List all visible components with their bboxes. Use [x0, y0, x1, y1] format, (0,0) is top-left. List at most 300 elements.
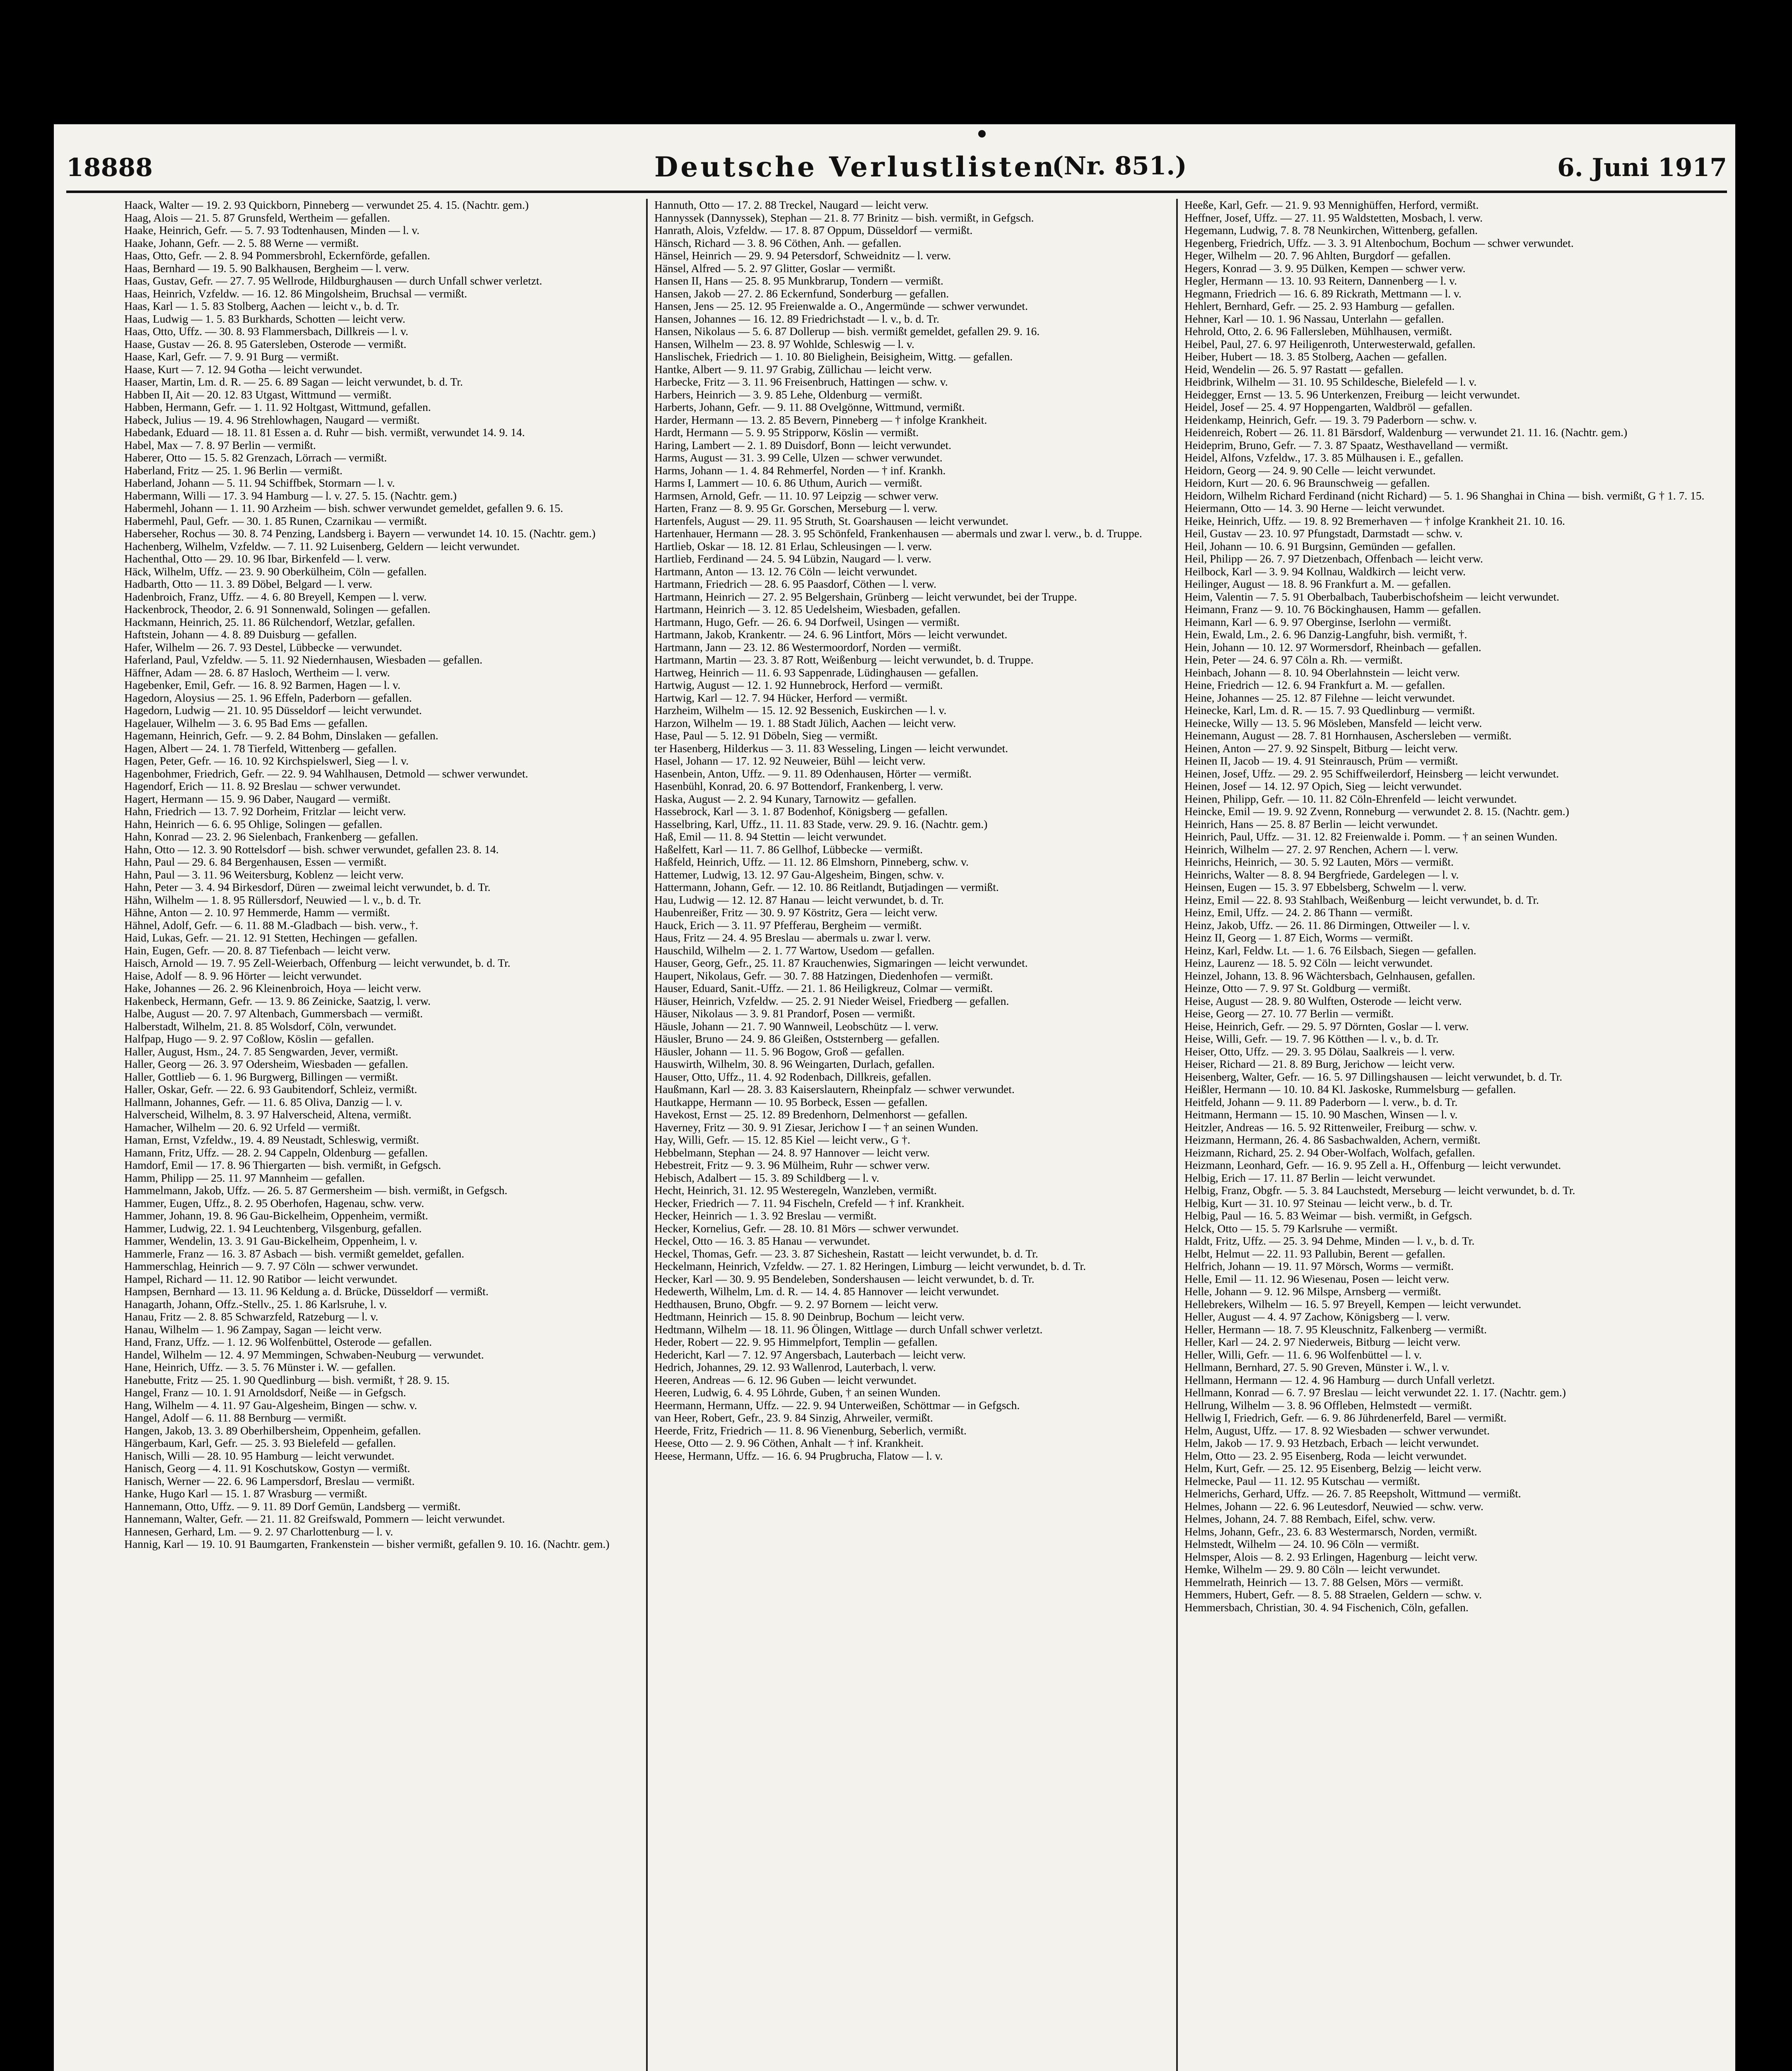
casualty-entry: Heidbrink, Wilhelm — 31. 10. 95 Schildesche, Bielefeld — l. v.	[1184, 376, 1477, 388]
casualty-entry: Harzon, Wilhelm — 19. 1. 88 Stadt Jülich, Aachen — leicht verw.	[654, 717, 956, 729]
casualty-entry: Heinzel, Johann, 13. 8. 96 Wächtersbach, Gelnhausen, gefallen.	[1184, 969, 1476, 982]
casualty-entry: Hamann, Fritz, Uffz. — 28. 2. 94 Cappeln, Oldenburg — gefallen.	[124, 1146, 428, 1159]
casualty-entry: Heidorn, Georg — 24. 9. 90 Celle — leicht verwundet.	[1184, 464, 1436, 477]
casualty-entry: Helbig, Erich — 17. 11. 87 Berlin — leicht verwundet.	[1184, 1171, 1436, 1184]
casualty-entry: Harten, Franz — 8. 9. 95 Gr. Gorschen, Merseburg — l. verw.	[654, 502, 938, 514]
casualty-entry: Haas, Ludwig — 1. 5. 83 Burkhards, Schotten — leicht verw.	[124, 312, 405, 325]
column-divider	[1176, 199, 1178, 2071]
casualty-entry: Hellmann, Hermann — 12. 4. 96 Hamburg — durch Unfall verletzt.	[1184, 1373, 1495, 1386]
casualty-entry: Halbe, August — 20. 7. 97 Altenbach, Gummersbach — vermißt.	[124, 1007, 423, 1020]
casualty-entry: Heidenreich, Robert — 26. 11. 81 Bärsdorf, Waldenburg — verwundet 21. 11. 16. (Nachtr. gem.)	[1184, 426, 1628, 439]
casualty-entry: Heitfeld, Johann — 9. 11. 89 Paderborn — l. verw., b. d. Tr.	[1184, 1096, 1458, 1108]
casualty-entry: Hansen, Johannes — 16. 12. 89 Friedrichstadt — l. v., b. d. Tr.	[654, 312, 939, 325]
casualty-entry: Heinecke, Willy — 13. 5. 96 Mösleben, Mansfeld — leicht verw.	[1184, 717, 1482, 729]
casualty-entry: Hagen, Albert — 24. 1. 78 Tierfeld, Wittenberg — gefallen.	[124, 742, 397, 755]
casualty-entry: Helck, Otto — 15. 5. 79 Karlsruhe — vermißt.	[1184, 1222, 1398, 1235]
casualty-entry: Haller, Georg — 26. 3. 97 Odersheim, Wiesbaden — gefallen.	[124, 1058, 408, 1070]
casualty-entry: Heisenberg, Walter, Gefr. — 16. 5. 97 Dillingshausen — leicht verwundet, b. d. Tr.	[1184, 1070, 1563, 1083]
casualty-entry: Hammer, Ludwig, 22. 1. 94 Leuchtenberg, Vilsgenburg, gefallen.	[124, 1222, 422, 1235]
casualty-entry: Hecker, Kornelius, Gefr. — 28. 10. 81 Mörs — schwer verwundet.	[654, 1222, 959, 1235]
casualty-entry: Heiser, Otto, Uffz. — 29. 3. 95 Dölau, Saalkreis — l. verw.	[1184, 1045, 1455, 1058]
casualty-entry: Hartmann, Anton — 13. 12. 76 Cöln — leicht verwundet.	[654, 565, 917, 578]
casualty-entry: Heller, Hermann — 18. 7. 95 Kleuschnitz, Falkenberg — vermißt.	[1184, 1323, 1487, 1336]
casualty-entry: Harms I, Lammert — 10. 6. 86 Uthum, Aurich — vermißt.	[654, 477, 922, 489]
casualty-entry: Heinrichs, Heinrich, — 30. 5. 92 Lauten, Mörs — vermißt.	[1184, 856, 1454, 868]
casualty-entry: Helms, Johann, Gefr., 23. 6. 83 Westermarsch, Norden, vermißt.	[1184, 1525, 1477, 1538]
casualty-entry: Heckel, Thomas, Gefr. — 23. 3. 87 Sicheshein, Rastatt — leicht verwundet, b. d. Tr.	[654, 1247, 1038, 1260]
casualty-entry: Hegemann, Ludwig, 7. 8. 78 Neunkirchen, Wittenberg, gefallen.	[1184, 224, 1478, 237]
casualty-entry: Hahn, Peter — 3. 4. 94 Birkesdorf, Düren — zweimal leicht verwundet, b. d. Tr.	[124, 881, 491, 893]
casualty-entry: Heinz, Emil, Uffz. — 24. 2. 86 Thann — vermißt.	[1184, 906, 1413, 919]
casualty-entry: Hanisch, Werner — 22. 6. 96 Lampersdorf, Breslau — vermißt.	[124, 1475, 415, 1487]
casualty-entry: Hanebutte, Fritz — 25. 1. 90 Quedlinburg — bish. vermißt, † 28. 9. 15.	[124, 1373, 450, 1386]
casualty-entry: Harder, Hermann — 13. 2. 85 Bevern, Pinneberg — † infolge Krankheit.	[654, 413, 987, 426]
casualty-entry: Hartwig, Karl — 12. 7. 94 Hücker, Herford — vermißt.	[654, 691, 908, 704]
casualty-entry: Häffner, Adam — 28. 6. 87 Hasloch, Wertheim — l. verw.	[124, 666, 390, 679]
casualty-entry: Haack, Walter — 19. 2. 93 Quickborn, Pinneberg — verwundet 25. 4. 15. (Nachtr. gem.)	[124, 199, 529, 211]
casualty-entry: Heißler, Hermann — 10. 10. 84 Kl. Jaskoske, Rummelsburg — gefallen.	[1184, 1083, 1516, 1096]
casualty-entry: Hebestreit, Fritz — 9. 3. 96 Mülheim, Ruhr — schwer verw.	[654, 1159, 930, 1171]
casualty-entry: Heinecke, Karl, Lm. d. R. — 15. 7. 93 Quedlinburg — vermißt.	[1184, 704, 1475, 717]
casualty-entry: Hahn, Friedrich — 13. 7. 92 Dorheim, Fritzlar — leicht verw.	[124, 805, 406, 818]
casualty-entry: Hauser, Georg, Gefr., 25. 11. 87 Krauchenwies, Sigmaringen — leicht verwundet.	[654, 957, 1028, 969]
casualty-entry: Hammerschlag, Heinrich — 9. 7. 97 Cöln — schwer verwundet.	[124, 1260, 418, 1272]
casualty-entry: Heckelmann, Heinrich, Vzfeldw. — 27. 1. 82 Heringen, Limburg — leicht verwundet, b. d. Tr.	[654, 1260, 1086, 1272]
casualty-entry: Hagendorf, Erich — 11. 8. 92 Breslau — schwer verwundet.	[124, 780, 401, 792]
casualty-entry: Heinz, Laurenz — 18. 5. 92 Cöln — leicht verwundet.	[1184, 957, 1433, 969]
casualty-entry: Haaser, Martin, Lm. d. R. — 25. 6. 89 Sagan — leicht verwundet, b. d. Tr.	[124, 376, 463, 388]
casualty-entry: Heibel, Paul, 27. 6. 97 Heiligenroth, Unterwesterwald, gefallen.	[1184, 338, 1476, 350]
casualty-entry: Heinrichs, Walter — 8. 8. 94 Bergfriede, Gardelegen — l. v.	[1184, 868, 1459, 881]
page-header	[66, 149, 1727, 186]
casualty-entry: Hecker, Heinrich — 1. 3. 92 Breslau — vermißt.	[654, 1209, 877, 1222]
casualty-entry: Heise, August — 28. 9. 80 Wulften, Osterode — leicht verw.	[1184, 994, 1462, 1007]
casualty-entry: Hartweg, Heinrich — 11. 6. 93 Sappenrade, Lüdinghausen — gefallen.	[654, 666, 979, 679]
casualty-entry: Hellmann, Bernhard, 27. 5. 90 Greven, Münster i. W., l. v.	[1184, 1361, 1450, 1373]
casualty-entry: Hannemann, Walter, Gefr. — 21. 11. 82 Greifswald, Pommern — leicht verwundet.	[124, 1513, 505, 1525]
casualty-entry: Heike, Heinrich, Uffz. — 19. 8. 92 Bremerhaven — † infolge Krankheit 21. 10. 16.	[1184, 514, 1565, 527]
casualty-entry: Heidel, Josef — 25. 4. 97 Hoppengarten, Waldbröl — gefallen.	[1184, 401, 1473, 413]
casualty-entry: Hegenberg, Friedrich, Uffz. — 3. 3. 91 Altenbochum, Bochum — schwer verwundet.	[1184, 237, 1574, 249]
casualty-entry: Haberer, Otto — 15. 5. 82 Grenzach, Lörrach — vermißt.	[124, 451, 387, 464]
casualty-entry: Heermann, Hermann, Uffz. — 22. 9. 94 Unterweißen, Schöttmar — in Gefgsch.	[654, 1399, 1020, 1412]
casualty-entry: Hammelmann, Jakob, Uffz. — 26. 5. 87 Germersheim — bish. vermißt, in Gefgsch.	[124, 1184, 508, 1197]
casualty-entry: Häuser, Nikolaus — 3. 9. 81 Prandorf, Posen — vermißt.	[654, 1007, 915, 1020]
casualty-entry: Hartlieb, Oskar — 18. 12. 81 Erlau, Schleusingen — l. verw.	[654, 540, 932, 553]
column-1	[124, 199, 654, 2071]
casualty-entry: Heine, Johannes — 25. 12. 87 Filehne — leicht verwundet.	[1184, 691, 1455, 704]
casualty-entry: Hattermann, Johann, Gefr. — 12. 10. 86 Reitlandt, Butjadingen — vermißt.	[654, 881, 999, 893]
casualty-entry: Heder, Robert — 22. 9. 95 Himmelpfort, Templin — gefallen.	[654, 1336, 938, 1348]
casualty-entry: Hauschild, Wilhelm — 2. 1. 77 Wartow, Usedom — gefallen.	[654, 944, 935, 957]
column-3	[1184, 199, 1715, 2071]
casualty-entry: Helbig, Paul — 16. 5. 83 Weimar — bish. vermißt, in Gefgsch.	[1184, 1209, 1472, 1222]
casualty-entry: Helmecke, Paul — 11. 12. 95 Kutschau — vermißt.	[1184, 1475, 1420, 1487]
casualty-entry: Haring, Lambert — 2. 1. 89 Duisdorf, Bonn — leicht verwundet.	[654, 439, 952, 451]
casualty-entry: Harbecke, Fritz — 3. 11. 96 Freisenbruch, Hattingen — schw. v.	[654, 376, 948, 388]
casualty-entry: Hannuth, Otto — 17. 2. 88 Treckel, Naugard — leicht verw.	[654, 199, 929, 211]
casualty-entry: Hartmann, Heinrich — 27. 2. 95 Belgershain, Grünberg — leicht verwundet, bei der Truppe.	[654, 590, 1077, 603]
casualty-entry: Helbt, Helmut — 22. 11. 93 Pallubin, Berent — gefallen.	[1184, 1247, 1445, 1260]
casualty-entry: Hellebrekers, Wilhelm — 16. 5. 97 Breyell, Kempen — leicht verwundet.	[1184, 1298, 1522, 1311]
casualty-entry: Haberland, Johann — 5. 11. 94 Schiffbek, Stormarn — l. v.	[124, 477, 395, 489]
casualty-entry: Häusle, Johann — 21. 7. 90 Wannweil, Leobschütz — l. verw.	[654, 1020, 938, 1033]
casualty-entry: Heilbock, Karl — 3. 9. 94 Kollnau, Waldkirch — leicht verw.	[1184, 565, 1466, 578]
casualty-entry: Hampel, Richard — 11. 12. 90 Ratibor — leicht verwundet.	[124, 1272, 398, 1285]
casualty-entry: Hähne, Anton — 2. 10. 97 Hemmerde, Hamm — vermißt.	[124, 906, 390, 919]
casualty-entry: Hähn, Wilhelm — 1. 8. 95 Rüllersdorf, Neuwied — l. v., b. d. Tr.	[124, 893, 421, 906]
casualty-entry: Helm, August, Uffz. — 17. 8. 92 Wiesbaden — schwer verwundet.	[1184, 1424, 1490, 1437]
casualty-entry: Heinz, Karl, Feldw. Lt. — 1. 6. 76 Eilsbach, Siegen — gefallen.	[1184, 944, 1476, 957]
casualty-entry: Heinz, Emil — 22. 8. 93 Stahlbach, Weißenburg — leicht verwundet, b. d. Tr.	[1184, 893, 1539, 906]
casualty-entry: Heid, Wendelin — 26. 5. 97 Rastatt — gefallen.	[1184, 363, 1404, 376]
casualty-entry: Hansen, Nikolaus — 5. 6. 87 Dollerup — bish. vermißt gemeldet, gefallen 29. 9. 16.	[654, 325, 1040, 338]
casualty-entry: Handel, Wilhelm — 12. 4. 97 Memmingen, Schwaben-Neuburg — verwundet.	[124, 1348, 484, 1361]
casualty-entry: Hantke, Albert — 9. 11. 97 Grabig, Züllichau — leicht verw.	[654, 363, 932, 376]
casualty-entry: Hamm, Philipp — 25. 11. 97 Mannheim — gefallen.	[124, 1171, 365, 1184]
casualty-entry: Haase, Karl, Gefr. — 7. 9. 91 Burg — vermißt.	[124, 350, 339, 363]
casualty-entry: Hanslischek, Friedrich — 1. 10. 80 Bielighein, Beisigheim, Wittg. — gefallen.	[654, 350, 1013, 363]
casualty-entry: Heiermann, Otto — 14. 3. 90 Herne — leicht verwundet.	[1184, 502, 1445, 514]
casualty-entry: Haas, Heinrich, Vzfeldw. — 16. 12. 86 Mingolsheim, Bruchsal — vermißt.	[124, 287, 467, 300]
casualty-entry: Hannesen, Gerhard, Lm. — 9. 2. 97 Charlottenburg — l. v.	[124, 1525, 393, 1538]
casualty-entry: Hänsch, Richard — 3. 8. 96 Cöthen, Anh. — gefallen.	[654, 237, 902, 249]
casualty-entry: Hassebrock, Karl — 3. 1. 87 Bodenhof, Königsberg — gefallen.	[654, 805, 948, 818]
casualty-entry: Habermann, Willi — 17. 3. 94 Hamburg — l. v. 27. 5. 15. (Nachtr. gem.)	[124, 489, 457, 502]
casualty-entry: Hasenbühl, Konrad, 20. 6. 97 Bottendorf, Frankenberg, l. verw.	[654, 780, 943, 792]
casualty-entry: Hedewerth, Wilhelm, Lm. d. R. — 14. 4. 85 Hannover — leicht verwundet.	[654, 1285, 999, 1298]
casualty-entry: Helbig, Franz, Obgfr. — 5. 3. 84 Lauchstedt, Merseburg — leicht verwundet, b. d. Tr.	[1184, 1184, 1575, 1197]
casualty-entry: Heeße, Karl, Gefr. — 21. 9. 93 Mennighüffen, Herford, vermißt.	[1184, 199, 1479, 211]
casualty-entry: Heil, Philipp — 26. 7. 97 Dietzenbach, Offenbach — leicht verw.	[1184, 553, 1483, 565]
casualty-entry: Hardt, Hermann — 5. 9. 95 Stripporw, Köslin — vermißt.	[654, 426, 919, 439]
casualty-entry: Hackenbrock, Theodor, 2. 6. 91 Sonnenwald, Solingen — gefallen.	[124, 603, 431, 616]
casualty-entry: Heeren, Andreas — 6. 12. 96 Guben — leicht verwundet.	[654, 1373, 917, 1386]
casualty-entry: Heinbach, Johann — 8. 10. 94 Oberlahnstein — leicht verw.	[1184, 666, 1460, 679]
casualty-entry: Hartmann, Friedrich — 28. 6. 95 Paasdorf, Cöthen — l. verw.	[654, 578, 937, 590]
header-rule	[66, 191, 1727, 193]
casualty-entry: Hakenbeck, Hermann, Gefr. — 13. 9. 86 Zeinicke, Saatzig, l. verw.	[124, 994, 431, 1007]
casualty-entry: Havekost, Ernst — 25. 12. 89 Bredenhorn, Delmenhorst — gefallen.	[654, 1108, 968, 1121]
casualty-entry: Hanke, Hugo Karl — 15. 1. 87 Wrasburg — vermißt.	[124, 1487, 367, 1500]
casualty-entry: Helmstedt, Wilhelm — 24. 10. 96 Cöln — vermißt.	[1184, 1538, 1419, 1550]
casualty-entry: Hehner, Karl — 10. 1. 96 Nassau, Unterlahn — gefallen.	[1184, 312, 1444, 325]
casualty-entry: Hecker, Friedrich — 7. 11. 94 Fischeln, Crefeld — † inf. Krankheit.	[654, 1197, 965, 1209]
casualty-entry: Haßelfett, Karl — 11. 7. 86 Gellhof, Lübbecke — vermißt.	[654, 843, 923, 856]
casualty-entry: Heise, Willi, Gefr. — 19. 7. 96 Kötthen — l. v., b. d. Tr.	[1184, 1033, 1439, 1045]
casualty-entry: Hauser, Eduard, Sanit.-Uffz. — 21. 1. 86 Heiligkreuz, Colmar — vermißt.	[654, 982, 993, 994]
casualty-entry: Hartenhauer, Hermann — 28. 3. 95 Schönfeld, Frankenhausen — abermals und zwar l. verw., b. d. Truppe.	[654, 527, 1142, 540]
casualty-entry: Hellwig I, Friedrich, Gefr. — 6. 9. 86 Jührdenerfeld, Barel — vermißt.	[1184, 1412, 1507, 1424]
casualty-entry: Heideprim, Bruno, Gefr. — 7. 3. 87 Spaatz, Westhavelland — vermißt.	[1184, 439, 1508, 451]
casualty-entry: Hedthausen, Bruno, Obgfr. — 9. 2. 97 Bornem — leicht verw.	[654, 1298, 938, 1311]
casualty-entry: Hagelauer, Wilhelm — 3. 6. 95 Bad Ems — gefallen.	[124, 717, 368, 729]
casualty-entry: Haupert, Nikolaus, Gefr. — 30. 7. 88 Hatzingen, Diedenhofen — vermißt.	[654, 969, 993, 982]
casualty-entry: Heil, Gustav — 23. 10. 97 Pfungstadt, Darmstadt — schw. v.	[1184, 527, 1463, 540]
casualty-entry: Heinze, Otto — 7. 9. 97 St. Goldburg — vermißt.	[1184, 982, 1411, 994]
casualty-entry: Hattemer, Ludwig, 13. 12. 97 Gau-Algesheim, Bingen, schw. v.	[654, 868, 944, 881]
casualty-entry: Hangel, Adolf — 6. 11. 88 Bernburg — vermißt.	[124, 1412, 347, 1424]
casualty-entry: Haußmann, Karl — 28. 3. 83 Kaiserslautern, Rheinpfalz — schwer verwundet.	[654, 1083, 1015, 1096]
casualty-entry: Hagedorn, Aloysius — 25. 1. 96 Effeln, Paderborn — gefallen.	[124, 691, 412, 704]
casualty-entry: Harbers, Heinrich — 3. 9. 85 Lehe, Oldenburg — vermißt.	[654, 388, 923, 401]
casualty-entry: Hauser, Otto, Uffz., 11. 4. 92 Rodenbach, Dillkreis, gefallen.	[654, 1070, 931, 1083]
casualty-entry: Hane, Heinrich, Uffz. — 3. 5. 76 Münster i. W. — gefallen.	[124, 1361, 396, 1373]
casualty-entry: Hay, Willi, Gefr. — 15. 12. 85 Kiel — leicht verw., G †.	[654, 1134, 911, 1146]
casualty-entry: Heerde, Fritz, Friedrich — 11. 8. 96 Vienenburg, Seberlich, vermißt.	[654, 1424, 967, 1437]
casualty-entry: Hamdorf, Emil — 17. 8. 96 Thiergarten — bish. vermißt, in Gefgsch.	[124, 1159, 441, 1171]
casualty-entry: Helmerichs, Gerhard, Uffz. — 26. 7. 85 Reepsholt, Wittmund — vermißt.	[1184, 1487, 1521, 1500]
casualty-entry: Heckel, Otto — 16. 3. 85 Hanau — verwundet.	[654, 1235, 870, 1247]
casualty-entry: Hegmann, Friedrich — 16. 6. 89 Rickrath, Mettmann — l. v.	[1184, 287, 1462, 300]
casualty-entry: Hanrath, Alois, Vzfeldw. — 17. 8. 87 Oppum, Düsseldorf — vermißt.	[654, 224, 973, 237]
casualty-entry: Helmes, Johann — 22. 6. 96 Leutesdorf, Neuwied — schw. verw.	[1184, 1500, 1483, 1513]
casualty-entry: Heidenkamp, Heinrich, Gefr. — 19. 3. 79 Paderborn — schw. v.	[1184, 413, 1477, 426]
casualty-entry: Hadenbroich, Franz, Uffz. — 4. 6. 80 Breyell, Kempen — l. verw.	[124, 590, 427, 603]
casualty-entry: Hachenberg, Wilhelm, Vzfeldw. — 7. 11. 92 Luisenberg, Geldern — leicht verwundet.	[124, 540, 520, 553]
casualty-entry: Heidorn, Kurt — 20. 6. 96 Braunschweig — gefallen.	[1184, 477, 1430, 489]
casualty-entry: Helbig, Kurt — 31. 10. 97 Steinau — leicht verw., b. d. Tr.	[1184, 1197, 1453, 1209]
casualty-entry: Heidorn, Wilhelm Richard Ferdinand (nicht Richard) — 5. 1. 96 Shanghai in China — bish. vermißt, G † 1. 7. 15.	[1184, 489, 1705, 502]
casualty-entry: Hein, Peter — 24. 6. 97 Cöln a. Rh. — vermißt.	[1184, 654, 1403, 666]
casualty-entry: Helle, Johann — 9. 12. 96 Milspe, Arnsberg — vermißt.	[1184, 1285, 1441, 1298]
casualty-entry: Hamacher, Wilhelm — 20. 6. 92 Urfeld — vermißt.	[124, 1121, 361, 1134]
casualty-entry: Hafer, Wilhelm — 26. 7. 93 Destel, Lübbecke — verwundet.	[124, 641, 402, 654]
casualty-entry: Haubenreißer, Fritz — 30. 9. 97 Köstritz, Gera — leicht verw.	[654, 906, 938, 919]
casualty-entry: Hähnel, Adolf, Gefr. — 6. 11. 88 M.-Gladbach — bish. verw., †.	[124, 919, 418, 932]
casualty-entry: Helmes, Johann, 24. 7. 88 Rembach, Eifel, schw. verw.	[1184, 1513, 1435, 1525]
casualty-entry: Hand, Franz, Uffz. — 1. 12. 96 Wolfenbüttel, Osterode — gefallen.	[124, 1336, 432, 1348]
casualty-entry: Hannig, Karl — 19. 10. 91 Baumgarten, Frankenstein — bisher vermißt, gefallen 9. 10. 16. (Nachtr. gem.)	[124, 1538, 610, 1550]
casualty-entry: Haas, Otto, Uffz. — 30. 8. 93 Flammersbach, Dillkreis — l. v.	[124, 325, 408, 338]
casualty-entry: Haise, Adolf — 8. 9. 96 Hörter — leicht verwundet.	[124, 969, 362, 982]
casualty-entry: Haberseher, Rochus — 30. 8. 74 Penzing, Landsberg i. Bayern — verwundet 14. 10. 15. (Nachtr. gem.)	[124, 527, 596, 540]
column-divider	[646, 199, 648, 2071]
casualty-entry: Helmsper, Alois — 8. 2. 93 Erlingen, Hagenburg — leicht verw.	[1184, 1550, 1478, 1563]
casualty-entry: Harzheim, Wilhelm — 15. 12. 92 Bessenich, Euskirchen — l. v.	[654, 704, 947, 717]
publication-title: Deutsche Verlustlisten	[654, 151, 1056, 183]
casualty-entry: Hasenbein, Anton, Uffz. — 9. 11. 89 Odenhausen, Hörter — vermißt.	[654, 767, 972, 780]
casualty-entry: Haller, Oskar, Gefr. — 22. 6. 93 Gaubitendorf, Schleiz, vermißt.	[124, 1083, 417, 1096]
casualty-entry: Hartwig, August — 12. 1. 92 Hunnebrock, Herford — vermißt.	[654, 679, 943, 691]
casualty-entry: Haid, Lukas, Gefr. — 21. 12. 91 Stetten, Hechingen — gefallen.	[124, 932, 417, 944]
casualty-entry: Halverscheid, Wilhelm, 8. 3. 97 Halverscheid, Altena, vermißt.	[124, 1108, 412, 1121]
casualty-entry: Hegler, Hermann — 13. 10. 93 Reitern, Dannenberg — l. v.	[1184, 275, 1457, 287]
casualty-entry: Hemmersbach, Christian, 30. 4. 94 Fischenich, Cöln, gefallen.	[1184, 1601, 1469, 1614]
casualty-entry: Heese, Otto — 2. 9. 96 Cöthen, Anhalt — † inf. Krankheit.	[654, 1437, 924, 1449]
casualty-entry: Hasselbring, Karl, Uffz., 11. 11. 83 Stade, verw. 29. 9. 16. (Nachtr. gem.)	[654, 818, 988, 830]
casualty-entry: Haake, Heinrich, Gefr. — 5. 7. 93 Todtenhausen, Minden — l. v.	[124, 224, 420, 237]
casualty-entry: Hagemann, Heinrich, Gefr. — 9. 2. 84 Bohm, Dinslaken — gefallen.	[124, 729, 439, 742]
casualty-entry: Hedrich, Johannes, 29. 12. 93 Wallenrod, Lauterbach, l. verw.	[654, 1361, 936, 1373]
casualty-entry: Hautkappe, Hermann — 10. 95 Borbeck, Essen — gefallen.	[654, 1096, 928, 1108]
casualty-entry: Heimann, Karl — 6. 9. 97 Oberginse, Iserlohn — vermißt.	[1184, 616, 1452, 628]
casualty-entry: Haus, Fritz — 24. 4. 95 Breslau — abermals u. zwar l. verw.	[654, 932, 931, 944]
casualty-entry: Heise, Heinrich, Gefr. — 29. 5. 97 Dörnten, Goslar — l. verw.	[1184, 1020, 1469, 1033]
casualty-entry: Hahn, Heinrich — 6. 6. 95 Ohlige, Solingen — gefallen.	[124, 818, 383, 830]
casualty-entry: Hansen, Wilhelm — 23. 8. 97 Wohlde, Schleswig — l. v.	[654, 338, 914, 350]
casualty-entry: Heinz II, Georg — 1. 87 Eich, Worms — vermißt.	[1184, 932, 1413, 944]
casualty-entry: Hartmann, Jann — 23. 12. 86 Westermoordorf, Norden — vermißt.	[654, 641, 962, 654]
casualty-entry: Hein, Ewald, Lm., 2. 6. 96 Danzig-Langfuhr, bish. vermißt, †.	[1184, 628, 1467, 641]
casualty-entry: Harberts, Johann, Gefr. — 9. 11. 88 Ovelgönne, Wittmund, vermißt.	[654, 401, 965, 413]
casualty-entry: Hampsen, Bernhard — 13. 11. 96 Keldung a. d. Brücke, Düsseldorf — vermißt.	[124, 1285, 489, 1298]
casualty-entry: Heinz, Jakob, Uffz. — 26. 11. 86 Dirmingen, Ottweiler — l. v.	[1184, 919, 1470, 932]
casualty-entry: Hannemann, Otto, Uffz. — 9. 11. 89 Dorf Gemün, Landsberg — vermißt.	[124, 1500, 461, 1513]
issue-number: (Nr. 851.)	[1052, 152, 1187, 181]
casualty-entry: Haase, Gustav — 26. 8. 95 Gatersleben, Osterode — vermißt.	[124, 338, 407, 350]
casualty-entry: Habel, Max — 7. 8. 97 Berlin — vermißt.	[124, 439, 316, 451]
casualty-entry: Helm, Otto — 23. 2. 95 Eisenberg, Roda — leicht verwundet.	[1184, 1449, 1467, 1462]
casualty-entry: Hadbarth, Otto — 11. 3. 89 Döbel, Belgard — l. verw.	[124, 578, 373, 590]
top-dot-ornament	[978, 130, 986, 138]
casualty-entry: Haller, August, Hsm., 24. 7. 85 Sengwarden, Jever, vermißt.	[124, 1045, 398, 1058]
casualty-entry: Hallmann, Johannes, Gefr. — 11. 6. 85 Oliva, Danzig — l. v.	[124, 1096, 403, 1108]
casualty-entry: Haldt, Fritz, Uffz. — 25. 3. 94 Dehme, Minden — l. v., b. d. Tr.	[1184, 1235, 1475, 1247]
casualty-entry: Haßfeld, Heinrich, Uffz. — 11. 12. 86 Elmshorn, Pinneberg, schw. v.	[654, 856, 969, 868]
casualty-entry: Hammerle, Franz — 16. 3. 87 Asbach — bish. vermißt gemeldet, gefallen.	[124, 1247, 464, 1260]
casualty-entry: Hansen, Jens — 25. 12. 95 Freienwalde a. O., Angermünde — schwer verwundet.	[654, 300, 1028, 312]
casualty-entry: Hangen, Jakob, 13. 3. 89 Oberhilbersheim, Oppenheim, gefallen.	[124, 1424, 421, 1437]
casualty-entry: Häck, Wilhelm, Uffz. — 23. 9. 90 Oberkülheim, Cöln — gefallen.	[124, 565, 427, 578]
casualty-entry: Hedtmann, Wilhelm — 18. 11. 96 Ölingen, Wittlage — durch Unfall schwer verletzt.	[654, 1323, 1043, 1336]
casualty-entry: Hagebenker, Emil, Gefr. — 16. 8. 92 Barmen, Hagen — l. v.	[124, 679, 400, 691]
casualty-entry: Heizmann, Richard, 25. 2. 94 Ober-Wolfach, Wolfach, gefallen.	[1184, 1146, 1475, 1159]
casualty-entry: Habermehl, Johann — 1. 11. 90 Arzheim — bish. schwer verwundet gemeldet, gefallen 9. 6. 15.	[124, 502, 563, 514]
casualty-entry: Heise, Georg — 27. 10. 77 Berlin — vermißt.	[1184, 1007, 1394, 1020]
casualty-entry: Haake, Johann, Gefr. — 2. 5. 88 Werne — vermißt.	[124, 237, 359, 249]
casualty-entry: Heimann, Franz — 9. 10. 76 Böckinghausen, Hamm — gefallen.	[1184, 603, 1481, 616]
casualty-entry: Heilinger, August — 18. 8. 96 Frankfurt a. M. — gefallen.	[1184, 578, 1451, 590]
casualty-entry: Hagert, Hermann — 15. 9. 96 Daber, Naugard — vermißt.	[124, 792, 391, 805]
casualty-entry: Heinen, Anton — 27. 9. 92 Sinspelt, Bitburg — leicht verw.	[1184, 742, 1458, 755]
casualty-entry: Heinen, Josef, Uffz. — 29. 2. 95 Schiffweilerdorf, Heinsberg — leicht verwundet.	[1184, 767, 1559, 780]
casualty-entry: Hannyssek (Dannyssek), Stephan — 21. 8. 77 Brinitz — bish. vermißt, in Gefgsch.	[654, 211, 1034, 224]
casualty-entry: Heger, Wilhelm — 20. 7. 96 Ahlten, Burgdorf — gefallen.	[1184, 249, 1451, 262]
casualty-entry: Habedank, Eduard — 18. 11. 81 Essen a. d. Ruhr — bish. vermißt, verwundet 14. 9. 14.	[124, 426, 525, 439]
casualty-entry: Helm, Jakob — 17. 9. 93 Hetzbach, Erbach — leicht verwundet.	[1184, 1437, 1479, 1449]
casualty-entry: Hansen II, Hans — 25. 8. 95 Munkbrarup, Tondern — vermißt.	[654, 275, 943, 287]
casualty-entry: Hammer, Johann, 19. 8. 96 Gau-Bickelheim, Oppenheim, vermißt.	[124, 1209, 428, 1222]
casualty-entry: Haberland, Fritz — 25. 1. 96 Berlin — vermißt.	[124, 464, 342, 477]
casualty-entry: Hellrung, Wilhelm — 3. 8. 96 Offleben, Helmstedt — vermißt.	[1184, 1399, 1472, 1412]
casualty-entry: Hang, Wilhelm — 4. 11. 97 Gau-Algesheim, Bingen — schw. v.	[124, 1399, 417, 1412]
casualty-entry: Hansen, Jakob — 27. 2. 86 Eckernfund, Sonderburg — gefallen.	[654, 287, 949, 300]
casualty-entry: Heizmann, Hermann, 26. 4. 86 Sasbachwalden, Achern, vermißt.	[1184, 1134, 1481, 1146]
casualty-entry: Habermehl, Paul, Gefr. — 30. 1. 85 Runen, Czarnikau — vermißt.	[124, 514, 427, 527]
casualty-entry: Heller, Karl — 24. 2. 97 Niederweis, Bitburg — leicht verw.	[1184, 1336, 1461, 1348]
casualty-entry: Hahn, Otto — 12. 3. 90 Rottelsdorf — bish. schwer verwundet, gefallen 23. 8. 14.	[124, 843, 499, 856]
casualty-entry: Hasel, Johann — 17. 12. 92 Neuweier, Bühl — leicht verw.	[654, 755, 926, 767]
casualty-entry: Hagedorn, Ludwig — 21. 10. 95 Düsseldorf — leicht verwundet.	[124, 704, 422, 717]
casualty-entry: Heinrich, Paul, Uffz. — 31. 12. 82 Freienwalde i. Pomm. — † an seinen Wunden.	[1184, 830, 1558, 843]
casualty-entry: Helm, Kurt, Gefr. — 25. 12. 95 Eisenberg, Belzig — leicht verw.	[1184, 1462, 1482, 1475]
issue-date: 6. Juni 1917	[1557, 153, 1727, 182]
casualty-entry: Heidel, Alfons, Vzfeldw., 17. 3. 85 Mülhausen i. E., gefallen.	[1184, 451, 1464, 464]
casualty-entry: Hänsel, Heinrich — 29. 9. 94 Petersdorf, Schweidnitz — l. verw.	[654, 249, 951, 262]
casualty-entry: Heinen, Philipp, Gefr. — 10. 11. 82 Cöln-Ehrenfeld — leicht verwundet.	[1184, 792, 1517, 805]
casualty-entry: Heine, Friedrich — 12. 6. 94 Frankfurt a. M. — gefallen.	[1184, 679, 1445, 691]
casualty-entry: Heffner, Josef, Uffz. — 27. 11. 95 Waldstetten, Mosbach, l. verw.	[1184, 211, 1483, 224]
casualty-entry: Haas, Gustav, Gefr. — 27. 7. 95 Wellrode, Hildburghausen — durch Unfall schwer verletzt.	[124, 275, 543, 287]
casualty-entry: Häusler, Johann — 11. 5. 96 Bogow, Groß — gefallen.	[654, 1045, 905, 1058]
casualty-entry: Hartlieb, Ferdinand — 24. 5. 94 Lübzin, Naugard — l. verw.	[654, 553, 931, 565]
casualty-entry: Heiber, Hubert — 18. 3. 85 Stolberg, Aachen — gefallen.	[1184, 350, 1447, 363]
casualty-entry: Haisch, Arnold — 19. 7. 95 Zell-Weierbach, Offenburg — leicht verwundet, b. d. Tr.	[124, 957, 511, 969]
casualty-entry: Heller, August — 4. 4. 97 Zachow, Königsberg — l. verw.	[1184, 1311, 1450, 1323]
casualty-entry: Heizmann, Leonhard, Gefr. — 16. 9. 95 Zell a. H., Offenburg — leicht verwundet.	[1184, 1159, 1561, 1171]
casualty-entry: Hein, Johann — 10. 12. 97 Wormersdorf, Rheinbach — gefallen.	[1184, 641, 1481, 654]
casualty-entry: Haas, Otto, Gefr. — 2. 8. 94 Pommersbrohl, Eckernförde, gefallen.	[124, 249, 430, 262]
casualty-entry: Hammer, Eugen, Uffz., 8. 2. 95 Oberhofen, Hagenau, schw. verw.	[124, 1197, 424, 1209]
casualty-entry: Hehrold, Otto, 2. 6. 96 Fallersleben, Mühlhausen, vermißt.	[1184, 325, 1452, 338]
casualty-entry: Hagenbohmer, Friedrich, Gefr. — 22. 9. 94 Wahlhausen, Detmold — schwer verwundet.	[124, 767, 528, 780]
casualty-entry: Hemmers, Hubert, Gefr. — 8. 5. 88 Straelen, Geldern — schw. v.	[1184, 1588, 1482, 1601]
casualty-entry: Hanisch, Georg — 4. 11. 91 Koschutskow, Gostyn — vermißt.	[124, 1462, 410, 1475]
casualty-entry: Hackmann, Heinrich, 25. 11. 86 Rülchendorf, Wetzlar, gefallen.	[124, 616, 415, 628]
casualty-entry: Hanau, Fritz — 2. 8. 85 Schwarzfeld, Ratzeburg — l. v.	[124, 1311, 379, 1323]
casualty-entry: Hebisch, Adalbert — 15. 3. 89 Schildberg — l. v.	[654, 1171, 880, 1184]
casualty-entry: Haag, Alois — 21. 5. 87 Grunsfeld, Wertheim — gefallen.	[124, 211, 390, 224]
casualty-entry: Haferland, Paul, Vzfeldw. — 5. 11. 92 Niedernhausen, Wiesbaden — gefallen.	[124, 654, 482, 666]
casualty-entry: Hauck, Erich — 3. 11. 97 Pfefferau, Bergheim — vermißt.	[654, 919, 922, 932]
casualty-entry: Häusler, Bruno — 24. 9. 86 Gleißen, Oststernberg — gefallen.	[654, 1033, 940, 1045]
casualty-entry: Hauswirth, Wilhelm, 30. 8. 96 Weingarten, Durlach, gefallen.	[654, 1058, 935, 1070]
casualty-entry: Hangel, Franz — 10. 1. 91 Arnoldsdorf, Neiße — in Gefgsch.	[124, 1386, 406, 1399]
casualty-entry: Haverney, Fritz — 30. 9. 91 Ziesar, Jerichow I — † an seinen Wunden.	[654, 1121, 979, 1134]
casualty-entry: Harmsen, Arnold, Gefr. — 11. 10. 97 Leipzig — schwer verw.	[654, 489, 939, 502]
casualty-entry: Hahn, Paul — 3. 11. 96 Weitersburg, Koblenz — leicht verw.	[124, 868, 404, 881]
casualty-entry: Hachenthal, Otto — 29. 10. 96 Ibar, Birkenfeld — l. verw.	[124, 553, 391, 565]
casualty-entry: Heitmann, Hermann — 15. 10. 90 Maschen, Winsen — l. v.	[1184, 1108, 1458, 1121]
casualty-entry: Helfrich, Johann — 19. 11. 97 Mörsch, Worms — vermißt.	[1184, 1260, 1454, 1272]
casualty-entry: Habben II, Ait — 20. 12. 83 Utgast, Wittmund — vermißt.	[124, 388, 392, 401]
casualty-entry: Haase, Kurt — 7. 12. 94 Gotha — leicht verwundet.	[124, 363, 363, 376]
casualty-entry: Heinsen, Eugen — 15. 3. 97 Ebbelsberg, Schwelm — l. verw.	[1184, 881, 1466, 893]
page-number: 18888	[66, 153, 153, 182]
casualty-entry: Hagen, Peter, Gefr. — 16. 10. 92 Kirchspielswerl, Sieg — l. v.	[124, 755, 409, 767]
casualty-entry: Heim, Valentin — 7. 5. 91 Oberbalbach, Tauberbischofsheim — leicht verwundet.	[1184, 590, 1560, 603]
casualty-entry: Heinemann, August — 28. 7. 81 Hornhausen, Aschersleben — vermißt.	[1184, 729, 1512, 742]
casualty-entry: Heese, Hermann, Uffz. — 16. 6. 94 Prugbrucha, Flatow — l. v.	[654, 1449, 943, 1462]
casualty-entry: Hase, Paul — 5. 12. 91 Döbeln, Sieg — vermißt.	[654, 729, 878, 742]
casualty-entry: Heil, Johann — 10. 6. 91 Burgsinn, Gemünden — gefallen.	[1184, 540, 1456, 553]
casualty-entry: Hake, Johannes — 26. 2. 96 Kleinenbroich, Hoya — leicht verw.	[124, 982, 421, 994]
casualty-entry: Hartmann, Hugo, Gefr. — 26. 6. 94 Dorfweil, Usingen — vermißt.	[654, 616, 960, 628]
casualty-entry: Hegers, Konrad — 3. 9. 95 Dülken, Kempen — schwer verw.	[1184, 262, 1466, 275]
casualty-entry: Heiser, Richard — 21. 8. 89 Burg, Jerichow — leicht verw.	[1184, 1058, 1455, 1070]
casualty-entry: Haller, Gottlieb — 6. 1. 96 Burgwerg, Billingen — vermißt.	[124, 1070, 398, 1083]
casualty-entry: Hecht, Heinrich, 31. 12. 95 Westeregeln, Wanzleben, vermißt.	[654, 1184, 937, 1197]
casualty-entry: Hartmann, Jakob, Krankentr. — 24. 6. 96 Lintfort, Mörs — leicht verwundet.	[654, 628, 1008, 641]
casualty-entry: Hain, Eugen, Gefr. — 20. 8. 87 Tiefenbach — leicht verw.	[124, 944, 391, 957]
casualty-entry: Hehlert, Bernhard, Gefr. — 25. 2. 93 Hamburg — gefallen.	[1184, 300, 1455, 312]
casualty-entry: Haman, Ernst, Vzfeldw., 19. 4. 89 Neustadt, Schleswig, vermißt.	[124, 1134, 419, 1146]
casualty-entry: Habeck, Julius — 19. 4. 96 Strehlowhagen, Naugard — vermißt.	[124, 413, 420, 426]
casualty-entry: Haftstein, Johann — 4. 8. 89 Duisburg — gefallen.	[124, 628, 357, 641]
casualty-entry: Hanagarth, Johann, Offz.-Stellv., 25. 1. 86 Karlsruhe, l. v.	[124, 1298, 387, 1311]
casualty-entry: Hammer, Wendelin, 13. 3. 91 Gau-Bickelheim, Oppenheim, l. v.	[124, 1235, 417, 1247]
casualty-entry: Haas, Bernhard — 19. 5. 90 Balkhausen, Bergheim — l. verw.	[124, 262, 410, 275]
casualty-entry: Heincke, Emil — 19. 9. 92 Zvenn, Ronneburg — verwundet 2. 8. 15. (Nachtr. gem.)	[1184, 805, 1569, 818]
casualty-entry: Hahn, Paul — 29. 6. 84 Bergenhausen, Essen — vermißt.	[124, 856, 387, 868]
casualty-entry: Hänsel, Alfred — 5. 2. 97 Glitter, Goslar — vermißt.	[654, 262, 896, 275]
casualty-entry: Heller, Willi, Gefr. — 11. 6. 96 Wolfenbüttel — l. v.	[1184, 1348, 1422, 1361]
casualty-entry: Halberstadt, Wilhelm, 21. 8. 85 Wolsdorf, Cöln, verwundet.	[124, 1020, 397, 1033]
casualty-entry: Hartenfels, August — 29. 11. 95 Struth, St. Goarshausen — leicht verwundet.	[654, 514, 1009, 527]
casualty-entry: Hartmann, Heinrich — 3. 12. 85 Uedelsheim, Wiesbaden, gefallen.	[654, 603, 961, 616]
casualty-entry: Hellmann, Konrad — 6. 7. 97 Breslau — leicht verwundet 22. 1. 17. (Nachtr. gem.)	[1184, 1386, 1566, 1399]
